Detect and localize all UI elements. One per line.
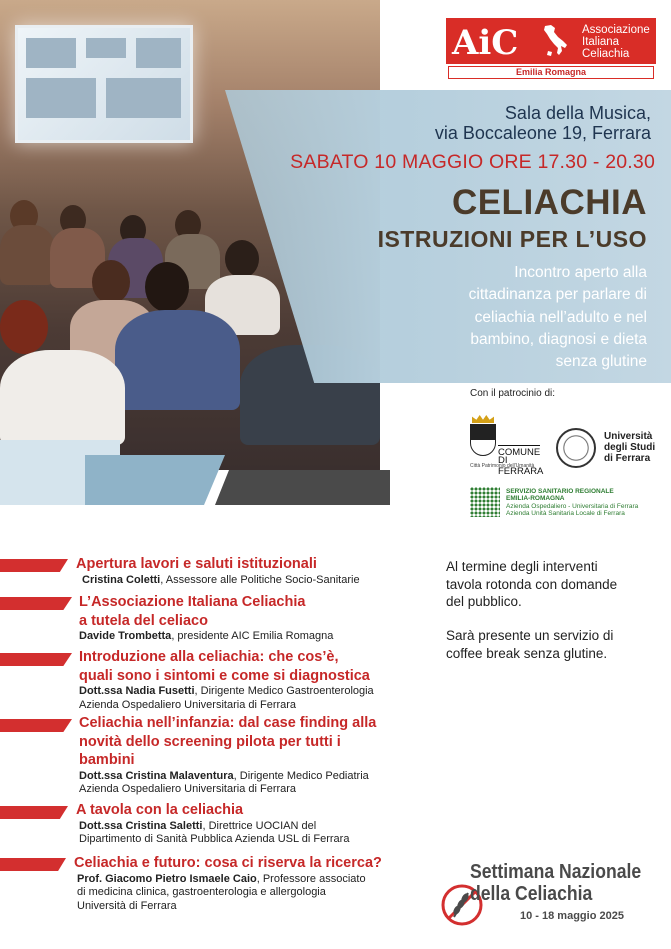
program-item-title: bambini [79, 752, 135, 768]
intro-line: Incontro aperto alla [514, 264, 647, 281]
program-tag [0, 653, 72, 666]
comune-motto: Città Patrimonio dell'Umanità [470, 463, 535, 469]
program-item-speaker: Dott.ssa Cristina Malaventura, Dirigente Medico Pediatria [79, 769, 369, 782]
intro-line: bambino, diagnosi e dieta [470, 330, 647, 348]
note-line: del pubblico. [446, 594, 522, 609]
program-tag [0, 719, 72, 732]
program-item-title: Celiachia nell’infanzia: dal case finding alla [79, 715, 377, 731]
program-item [76, 801, 436, 847]
ssr-line: Azienda Unità Sanitaria Locale di Ferrara [506, 510, 625, 517]
ssr-logo [470, 487, 670, 521]
ssr-line: Azienda Ospedaliero - Universitaria di Ferrara [506, 503, 639, 510]
intro-line: cittadinanza per parlare di [468, 286, 647, 304]
italy-map-icon [541, 24, 569, 58]
week-title-line: Settimana Nazionale [470, 861, 642, 883]
projector-screen [15, 25, 193, 143]
ssr-dots-icon [470, 487, 500, 517]
unife-name-line: di Ferrara [604, 453, 651, 464]
note-line: Al termine degli interventi [446, 559, 598, 574]
event-datetime: SABATO 10 MAGGIO ORE 17.30 - 20.30 [290, 151, 655, 173]
patronage-label: Con il patrocinio di: [470, 388, 556, 399]
note-line: coffee break senza glutine. [446, 645, 608, 661]
program-item-affiliation: Azienda Ospedaliero Universitaria di Ferrara [79, 698, 297, 711]
program-item-affiliation: di medicina clinica, gastroenterologia e allergologia [77, 886, 326, 899]
intro-line: celiachia nell’adulto e nel [474, 308, 647, 326]
settimana-nazionale-logo [440, 861, 665, 931]
ssr-line: EMILIA-ROMAGNA [506, 495, 565, 502]
event-title: CELIACHIA [451, 183, 647, 222]
event-subtitle: ISTRUZIONI PER L’USO [377, 226, 647, 252]
program-item-affiliation: Dipartimento di Sanità Pubblica Azienda USL di Ferrara [79, 833, 350, 846]
program-item-title: Introduzione alla celiachia: che cos’è, [79, 649, 339, 665]
program-item-affiliation: Università di Ferrara [77, 899, 177, 912]
aic-name-line: Italiana [582, 36, 620, 48]
round-table-note [446, 558, 666, 611]
aic-logo [446, 18, 656, 80]
note-line: Sarà presente un servizio di [446, 628, 614, 643]
decor-blue-block [85, 455, 225, 505]
venue-line-1: Sala della Musica, [504, 103, 651, 123]
intro-line: senza glutine [555, 353, 647, 371]
program-item-title: L’Associazione Italiana Celiachia [79, 594, 306, 610]
program-item-title: Celiachia e futuro: cosa ci riserva la ricerca? [74, 855, 382, 871]
program-item-speaker: Dott.ssa Cristina Saletti, Direttrice UOCIAN del [79, 819, 317, 832]
comune-ferrara-logo [468, 415, 548, 477]
note-line: tavola rotonda con domande [446, 576, 618, 592]
decor-dark-block [215, 470, 390, 505]
comune-name: COMUNE [498, 447, 541, 458]
comune-city: DI FERRARA [498, 455, 544, 477]
program-item-speaker: Davide Trombetta, presidente AIC Emilia Romagna [79, 630, 334, 642]
program-item-title: quali sono i sintomi e come si diagnostica [79, 667, 370, 684]
program-item [76, 555, 436, 587]
aic-region: Emilia Romagna [448, 66, 654, 79]
program-item-speaker: Cristina Coletti, Assessore alle Politiche Socio-Sanitarie [82, 573, 360, 586]
program-item [79, 648, 439, 712]
event-intro [387, 262, 647, 373]
university-seal-icon [556, 428, 596, 468]
program-item-affiliation: Azienda Ospedaliero Universitaria di Ferrara [79, 783, 297, 796]
program-tag [0, 597, 72, 610]
program-item-speaker: Dott.ssa Nadia Fusetti, Dirigente Medico Gastroenterologia [79, 685, 374, 697]
program-item-speaker: Prof. Giacomo Pietro Ismaele Caio, Professore associato [77, 872, 366, 885]
aic-mark: AiC [452, 23, 519, 63]
program-tag [0, 806, 68, 819]
unife-name-line: degli Studi [604, 442, 656, 453]
coffee-break-note [446, 627, 666, 662]
shield-icon [470, 424, 496, 456]
program-item-title: a tutela del celiaco [79, 612, 208, 629]
program-item [79, 714, 439, 797]
program-tag [0, 559, 68, 572]
venue-line-2: via Boccaleone 19, Ferrara [434, 123, 651, 143]
unife-name-line: Università [604, 431, 653, 442]
week-dates: 10 - 18 maggio 2025 [520, 910, 624, 922]
program-item [74, 854, 434, 913]
aic-name-line: Associazione [582, 24, 650, 36]
crown-icon [472, 415, 494, 423]
aic-name-line: Celiachia [582, 48, 630, 60]
unife-logo [556, 428, 671, 474]
week-title-line: della Celiachia [470, 883, 593, 905]
program-item-title: novità dello screening pilota per tutti i [79, 733, 341, 750]
program-item-title: A tavola con la celiachia [76, 802, 244, 818]
program-item-title: Apertura lavori e saluti istituzionali [76, 556, 317, 572]
program-item [79, 593, 439, 644]
program-tag [0, 858, 66, 871]
ssr-line: SERVIZIO SANITARIO REGIONALE [506, 488, 614, 495]
